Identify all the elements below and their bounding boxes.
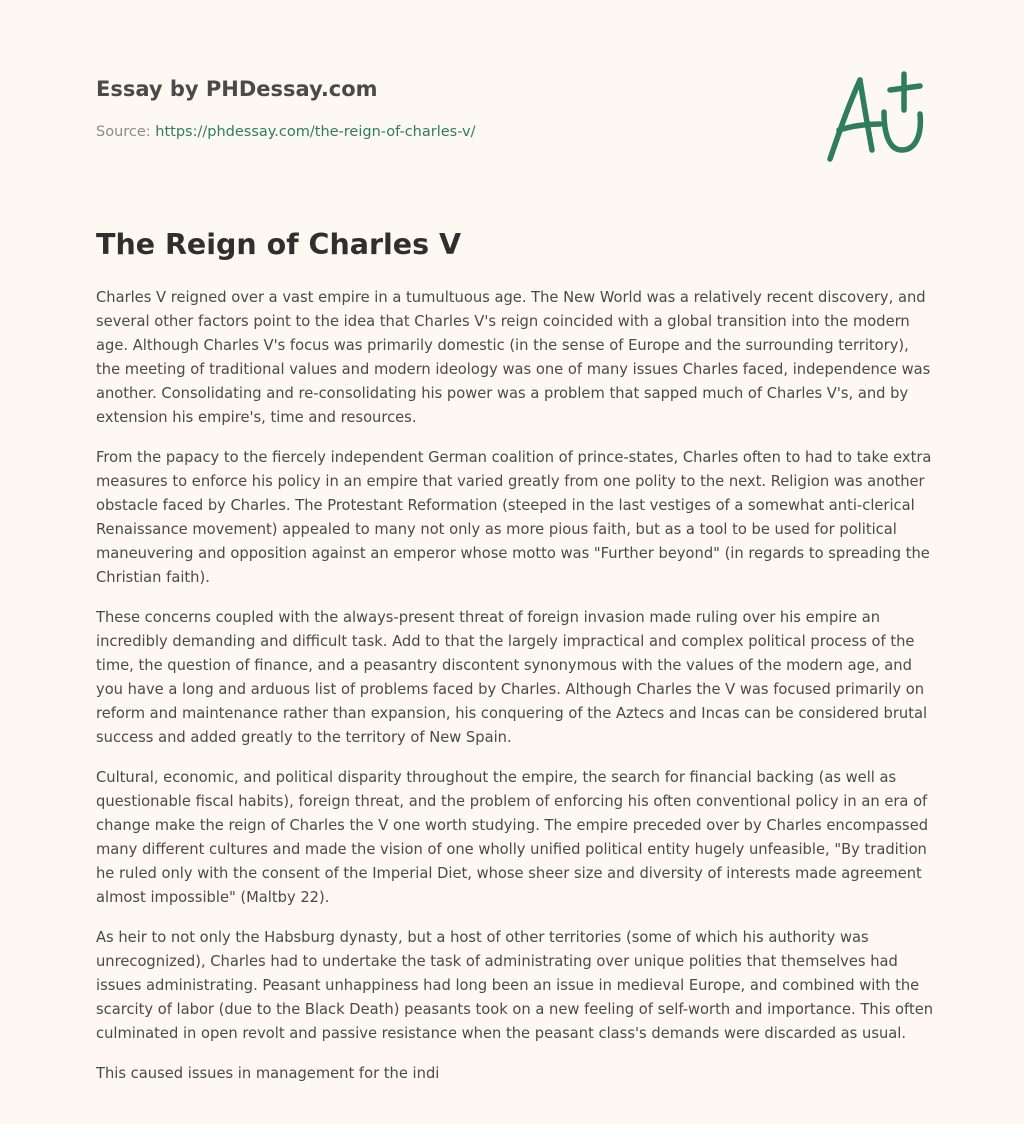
source-label: Source: — [96, 124, 151, 140]
essay-paragraph: These concerns coupled with the always-present threat of foreign invasion made ruling over his empire an incredibly demanding and difficult task. Add to that the largely impractical and complex political process of the time, the question of finance, and a peasantry discontent synonymous with the values of the modern age, and you have a long and arduous list of problems faced by Charles. Although Charles the V was focused primarily on reform and maintenance rather than expansion, his conquering of the Aztecs and Incas can be considered brutal success and added greatly to the territory of New Spain. — [96, 609, 928, 746]
essay-header — [96, 74, 736, 142]
source-line — [96, 122, 736, 142]
source-link[interactable]: https://phdessay.com/the-reign-of-charles-v/ — [155, 124, 476, 140]
essay-body — [96, 286, 934, 1102]
essay-title: The Reign of Charles V — [96, 228, 462, 261]
essay-paragraph: Cultural, economic, and political disparity throughout the empire, the search for financial backing (as well as questionable fiscal habits), foreign threat, and the problem of enforcing his often conventional policy in an era of change make the reign of Charles the V one worth studying. The empire preceded over by Charles encompassed many different cultures and made the vision of one wholly unified political entity hugely unfeasible, "By tradition he ruled only with the consent of the Imperial Diet, whose sheer size and diversity of interests made agreement almost impossible" (Maltby 22). — [96, 769, 929, 906]
a-plus-grade-icon — [820, 66, 930, 166]
essay-paragraph: Charles V reigned over a vast empire in a tumultuous age. The New World was a relatively recent discovery, and several other factors point to the idea that Charles V's reign coincided with a global transition into the modern age. Although Charles V's focus was primarily domestic (in the sense of Europe and the surrounding territory), the meeting of traditional values and modern ideology was one of many issues Charles faced, independence was another. Consolidating and re-consolidating his power was a problem that sapped much of Charles V's, and by extension his empire's, time and resources. — [96, 289, 931, 426]
essay-paragraph: As heir to not only the Habsburg dynasty, but a host of other territories (some of which his authority was unrecognized), Charles had to undertake the task of administrating over unique polities that themselves had issues administrating. Peasant unhappiness had long been an issue in medieval Europe, and combined with the scarcity of labor (due to the Black Death) peasants took on a new feeling of self-worth and importance. This often culminated in open revolt and passive resistance when the peasant class's demands were discarded as usual. — [96, 929, 934, 1042]
essay-paragraph: From the papacy to the fiercely independent German coalition of prince-states, Charles often to had to take extra measures to enforce his policy in an empire that varied greatly from one polity to the next. Religion was another obstacle faced by Charles. The Protestant Reformation (steeped in the last vestiges of a somewhat anti-clerical Renaissance movement) appealed to many not only as more pious faith, but as a tool to be used for political maneuvering and opposition against an emperor whose motto was "Further beyond" (in regards to spreading the Christian faith). — [96, 449, 932, 586]
essay-paragraph-truncated: This caused issues in management for the indi — [96, 1065, 440, 1082]
site-title: Essay by PHDessay.com — [96, 77, 378, 101]
